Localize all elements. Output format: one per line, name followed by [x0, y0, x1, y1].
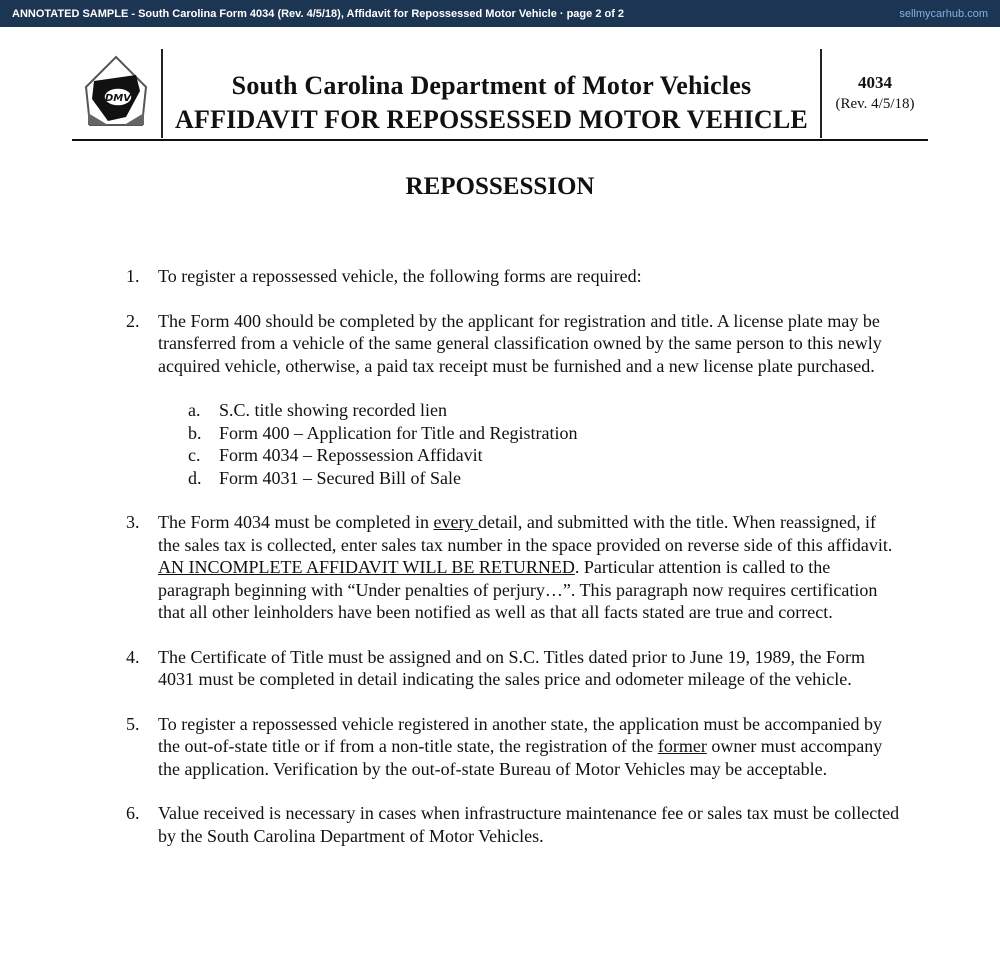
sublist-item	[188, 467, 902, 490]
item-text: To register a repossessed vehicle, the following forms are required:	[158, 266, 642, 286]
list-item	[122, 646, 902, 691]
list-item	[122, 802, 902, 847]
logo-cell	[72, 49, 163, 138]
sublist-letter: d.	[188, 467, 202, 488]
site-link[interactable]: sellmycarhub.com	[899, 7, 988, 20]
item-text: The Form 4034 must be completed in	[158, 512, 434, 532]
item-text: owner must accompany the application. Verification by the out-of-state Bureau of Motor Vehicles may be acceptable.	[158, 736, 883, 779]
item-number: 1.	[126, 266, 140, 286]
list-item	[122, 713, 902, 781]
item-text: Value received is necessary in cases when infrastructure maintenance fee or sales tax must be collected by the South Carolina Department of Motor Vehicles.	[158, 803, 900, 846]
list-item	[122, 310, 902, 490]
sublist-text: Form 4034 – Repossession Affidavit	[219, 445, 483, 465]
logo-text: DMV	[105, 93, 131, 104]
required-forms-sublist	[188, 399, 902, 489]
item-number: 4.	[126, 646, 140, 667]
sublist-text: S.C. title showing recorded lien	[219, 400, 447, 420]
sublist-letter: b.	[188, 422, 202, 443]
form-title: AFFIDAVIT FOR REPOSSESSED MOTOR VEHICLE	[175, 105, 808, 134]
banner-title: ANNOTATED SAMPLE - South Carolina Form 4034 (Rev. 4/5/18), Affidavit for Repossessed Motor Vehicle · page 2 of 2	[12, 7, 625, 20]
incomplete-warning: AN INCOMPLETE AFFIDAVIT WILL BE RETURNED	[158, 557, 575, 577]
sublist-text: Form 400 – Application for Title and Registration	[219, 422, 578, 443]
item-text: To register a repossessed vehicle registered in another state, the application must be accompanied by the out-of-state title or if from a non-title state, the registration of the	[158, 713, 882, 756]
item-number: 5.	[126, 713, 140, 734]
item-text: The Form 400 should be completed by the applicant for registration and title. A license plate may be transferred from a vehicle of the same general classification owned by the same person to this newly acquired vehicle, otherwise, a paid tax receipt must be furnished and a new license plate purchased.	[158, 310, 882, 376]
section-title: REPOSSESSION	[405, 173, 595, 200]
item-number: 3.	[126, 512, 140, 532]
sublist-letter: c.	[188, 445, 201, 465]
underlined-text: every	[433, 512, 478, 532]
sublist-item	[188, 399, 902, 422]
sublist-text: Form 4031 – Secured Bill of Sale	[219, 467, 461, 488]
item-text: The Certificate of Title must be assigned and on S.C. Titles dated prior to June 19, 1989, the Form 4031 must be completed in detail indicating the sales price and odometer mileage of the vehicle.	[158, 646, 865, 689]
instructions-list	[122, 265, 902, 869]
form-number-cell	[822, 49, 928, 138]
form-revision: (Rev. 4/5/18)	[835, 96, 915, 112]
title-cell	[163, 49, 822, 138]
form-header	[72, 49, 928, 141]
form-number: 4034	[858, 73, 892, 92]
item-number: 2.	[126, 310, 140, 331]
agency-name: South Carolina Department of Motor Vehicles	[231, 71, 752, 100]
sublist-item	[188, 422, 902, 445]
underlined-text: former	[657, 736, 707, 756]
item-text: detail, and submitted with the title. When reassigned, if the sales tax is collected, enter sales tax number in the space provided on reverse side of this affidavit.	[158, 512, 893, 555]
sublist-item	[188, 444, 902, 467]
sublist-letter: a.	[188, 400, 201, 420]
scdmv-logo-icon	[80, 55, 152, 131]
top-banner	[0, 0, 1000, 27]
item-number: 6.	[126, 803, 140, 823]
list-item	[122, 265, 902, 288]
document-page	[0, 27, 1000, 962]
list-item	[122, 511, 902, 624]
item-text: . Particular attention is called to the paragraph beginning with “Under penalties of perjury…”. This paragraph now requires certification that all other leinholders have been notified as well as that all facts stated are true and correct.	[158, 557, 878, 622]
